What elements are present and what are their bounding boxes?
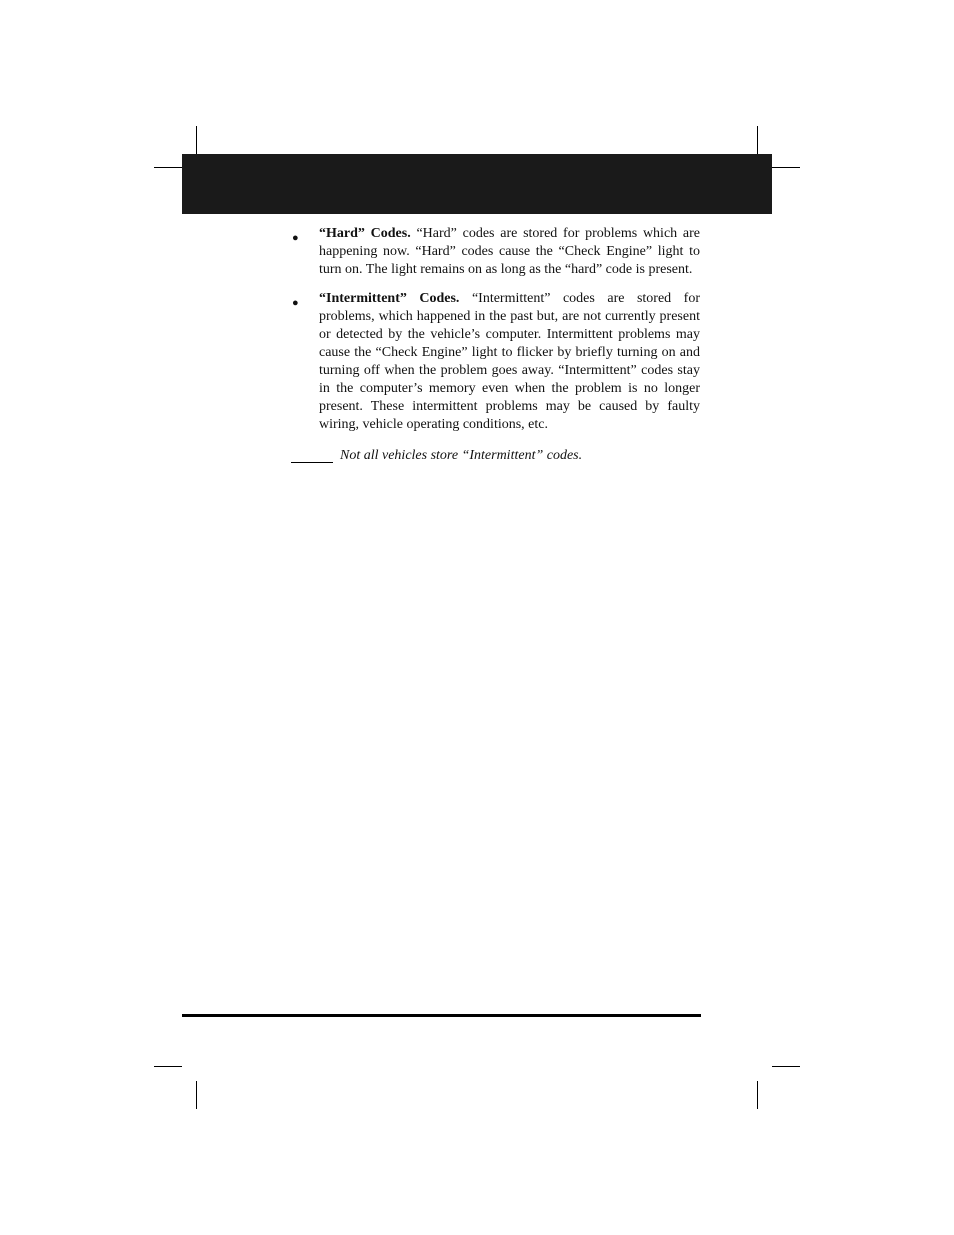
bullet-lead: “Hard” Codes. — [319, 226, 411, 241]
bullet-dot-icon: ● — [292, 232, 299, 244]
note-text: Not all vehicles store “Intermittent” codes. — [340, 448, 583, 463]
crop-mark-top-left-horizontal — [154, 167, 182, 168]
bullet-item-intermittent-codes — [291, 290, 700, 434]
crop-mark-bottom-right-vertical — [757, 1081, 758, 1109]
crop-mark-bottom-left-vertical — [196, 1081, 197, 1109]
crop-mark-top-left-vertical — [196, 126, 197, 154]
crop-mark-top-right-horizontal — [772, 167, 800, 168]
page-content — [291, 225, 700, 467]
section-header-bar — [182, 154, 772, 214]
bullet-text: “Hard” codes are stored for problems which are happening now. “Hard” codes cause the “Check Engine” light to turn on. The light remains on as long as the “hard” code is present. — [319, 226, 701, 277]
bullet-dot-icon: ● — [292, 297, 299, 309]
bullet-paragraph — [319, 290, 700, 434]
crop-mark-bottom-left-horizontal — [154, 1066, 182, 1067]
bullet-text: “Intermittent” codes are stored for problems, which happened in the past but, are not currently present or detected by the vehicle’s computer. Intermittent problems may cause the “Check Engine” light to flicker by briefly turning on and turning off when the problem goes away. “Intermittent” codes stay in the computer’s memory even when the problem is no longer present. These intermittent problems may be caused by faulty wiring, vehicle operating conditions, etc. — [319, 291, 700, 432]
crop-mark-top-right-vertical — [757, 126, 758, 154]
note-rule — [291, 462, 333, 463]
footer-rule — [182, 1014, 701, 1017]
bullet-lead: “Intermittent” Codes. — [319, 291, 460, 306]
bullet-item-hard-codes — [291, 225, 700, 279]
bullet-paragraph — [319, 225, 700, 279]
crop-mark-bottom-right-horizontal — [772, 1066, 800, 1067]
note — [291, 445, 700, 467]
